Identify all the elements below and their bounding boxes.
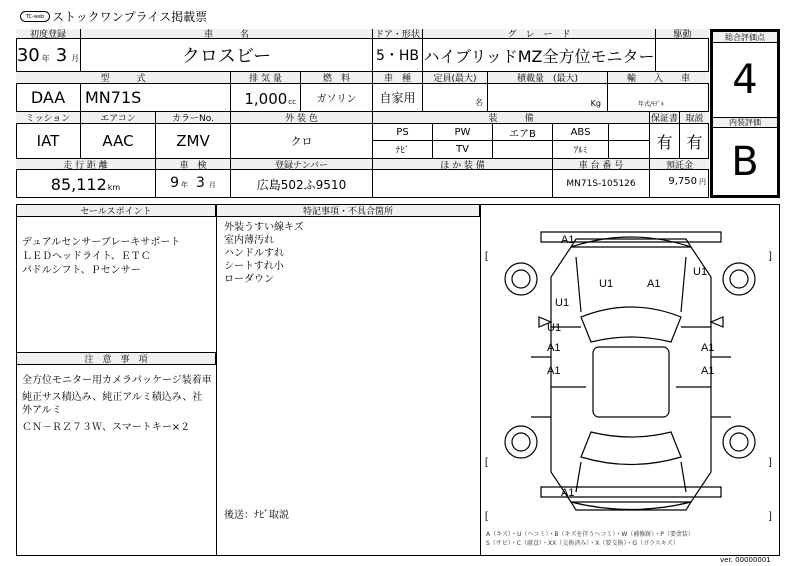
door-type: 5・HB (373, 39, 423, 72)
first-reg-month: 3 (55, 45, 68, 66)
label-import: 輸 入 車 (608, 72, 709, 84)
equip-item: TV (433, 141, 493, 159)
logo (20, 11, 50, 22)
bracket: [ (485, 511, 488, 522)
recycle-value: 9,750 (668, 176, 697, 187)
label-door: ドア・形状 (373, 29, 423, 39)
label-car-name: 車 名 (81, 29, 373, 39)
legend-line: S（サビ）・C（腐食）・XX（交換済み）・X（要交換）・G（ガラスキズ） (486, 540, 679, 547)
rating-box (710, 29, 780, 198)
damage-mark: A1 (547, 365, 561, 377)
inspection-year: 9 (170, 175, 179, 191)
equip-item: ﾅﾋﾞ (373, 141, 433, 159)
label-color-no: カラーNo. (156, 112, 231, 124)
mileage-unit: km (107, 183, 121, 192)
capacity: 名 (423, 84, 488, 112)
load: Kg (488, 84, 608, 112)
label-type: 車 種 (373, 72, 423, 84)
label-first-reg: 初度登録 (16, 29, 81, 39)
mission: IAT (16, 124, 81, 159)
label-warranty: 保証書 (650, 114, 678, 124)
label-special-notes: 特記事項・不具合箇所 (216, 204, 480, 217)
year-unit: 年 (41, 54, 50, 63)
bracket: [ (485, 251, 488, 262)
total-score: 4 (732, 57, 758, 103)
first-reg (16, 39, 81, 72)
manual: 有 (680, 124, 709, 159)
special-line: ハンドルすれ (224, 248, 284, 259)
special-line: 外装うすい線キズ (224, 222, 304, 233)
bracket: ] (769, 457, 772, 468)
recycle-fee (650, 170, 709, 198)
damage-mark: A1 (561, 487, 575, 499)
plate-number: 広島502ふ9510 (231, 170, 373, 198)
legend-line: A（キズ）・U（ヘコミ）・B（キズを伴うヘコミ）・W（補修跡）・P（要塗装） (486, 531, 694, 538)
damage-mark: A1 (701, 365, 715, 377)
month-unit: 月 (71, 54, 80, 63)
column-divider (216, 204, 217, 556)
special-notes (224, 221, 474, 286)
warranty: 有 (650, 124, 680, 159)
interior-score: B (731, 139, 759, 185)
label-load: 積載量 (最大) (488, 72, 608, 84)
damage-mark: U1 (693, 266, 708, 278)
equip-item: PW (433, 124, 493, 141)
damage-mark: A1 (701, 342, 715, 354)
label-disp: 排 気 量 (231, 72, 301, 84)
damage-mark: U1 (555, 297, 570, 309)
label-recycle: 預託金 (650, 159, 709, 170)
label-sales-points: セールスポイント (16, 204, 216, 217)
label-color: 外 装 色 (231, 112, 373, 124)
aircon: AAC (81, 124, 156, 159)
displacement-unit: cc (288, 98, 296, 106)
label-model: 型 式 (16, 72, 231, 84)
info-grid (16, 29, 709, 198)
label-inspection: 車 検 (156, 159, 231, 170)
car-name: クロスビー (81, 39, 373, 72)
inspection-year-unit: 年 (181, 181, 188, 189)
sales-line: ＬＥＤヘッドライト、ＥＴＣ (22, 251, 151, 262)
label-aircon: エアコン (81, 112, 156, 124)
page-title: ストックワンプライス掲載票 (52, 10, 208, 24)
grade: ハイブリッドMZ全方位モニター (423, 39, 656, 72)
other-equip (373, 170, 553, 198)
version: ver. 00000001 (720, 556, 771, 564)
drive (656, 39, 709, 72)
label-chassis: 車 台 番 号 (553, 159, 650, 170)
damage-mark: U1 (547, 322, 562, 334)
mileage-value: 85,112 (50, 175, 107, 194)
damage-mark: A1 (561, 234, 575, 246)
recycle-unit: 円 (699, 178, 706, 186)
inspection-month: 3 (196, 175, 205, 191)
label-interior-score: 内装評価 (713, 117, 777, 128)
bracket: [ (485, 457, 488, 468)
mileage (16, 170, 156, 198)
sales-line: デュアルセンサーブレーキサポート (22, 237, 181, 248)
import: 年式/ﾓﾃﾞﾙ (608, 84, 709, 112)
label-capacity: 定員(最大) (423, 72, 488, 84)
bracket: ] (769, 251, 772, 262)
special-line: シートすれ小 (224, 261, 284, 272)
special-line: 室内薄汚れ (224, 235, 274, 246)
model: MN71S (81, 84, 231, 112)
notes (22, 374, 212, 434)
color: クロ (231, 124, 373, 159)
model-prefix: DAA (16, 84, 81, 112)
notes-line: ＣＮ－ＲＺ７３Ｗ、スマートキー×２ (22, 422, 191, 433)
damage-mark: A1 (547, 342, 561, 354)
legend (486, 530, 776, 548)
special-footer: 後送：ﾅﾋﾞ取説 (224, 510, 289, 521)
equip-item-empty (609, 141, 650, 159)
special-line: ローダウン (224, 274, 274, 285)
chassis-number: MN71S-105126 (553, 170, 650, 198)
logo-text: TC-web (25, 13, 45, 20)
damage-mark: A1 (647, 278, 661, 290)
displacement (231, 84, 301, 112)
label-other: ほ か 装 備 (373, 159, 553, 170)
label-notes: 注 意 事 項 (16, 352, 216, 365)
displacement-value: 1,000 (244, 90, 288, 108)
label-total-score: 総合評価点 (713, 32, 777, 43)
equip-item (493, 141, 553, 159)
inspection (156, 170, 231, 198)
notes-line: 全方位モニター用カメラパッケージ装着車 (22, 375, 212, 386)
color-no: ZMV (156, 124, 231, 159)
notes-line: 純正サス積込み、純正アルミ積込み、社外アルミ (22, 392, 203, 416)
vehicle-type: 自家用 (373, 84, 423, 112)
label-grade: グ レ ー ド (423, 29, 656, 39)
car-diagram (481, 217, 779, 527)
bracket: ] (769, 511, 772, 522)
fuel: ガソリン (301, 84, 373, 112)
first-reg-year: 30 (16, 45, 40, 66)
label-equip: 装 備 (373, 112, 650, 124)
label-mileage: 走 行 距 離 (16, 159, 156, 170)
label-mission: ミッション (16, 112, 81, 124)
equip-item: ABS (553, 124, 609, 141)
equip-item-empty (609, 124, 650, 141)
label-drive: 駆動 (656, 29, 709, 39)
sales-line: パドルシフト、Ｐセンサー (22, 265, 141, 276)
sales-points (22, 236, 212, 278)
damage-mark: U1 (599, 278, 614, 290)
inspection-month-unit: 月 (208, 181, 216, 189)
label-manual: 取説 (680, 112, 709, 124)
equip-item: ｱﾙﾐ (553, 141, 609, 159)
label-plate: 登録ナンバー (231, 159, 373, 170)
label-fuel: 燃 料 (301, 72, 373, 84)
equip-item: エアB (493, 124, 553, 141)
equip-item: PS (373, 124, 433, 141)
